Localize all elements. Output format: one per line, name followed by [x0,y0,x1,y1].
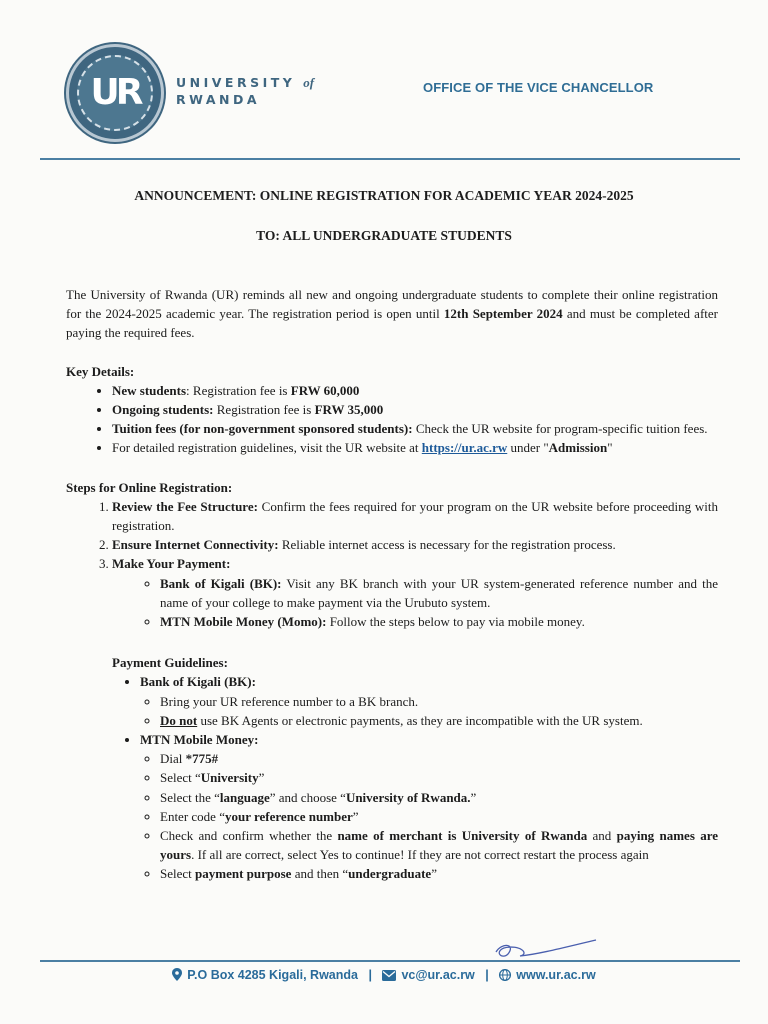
list-item: ◦ Bring your UR reference number to a BK branch. [160,692,718,711]
audience-line: TO: ALL UNDERGRADUATE STUDENTS [256,228,512,243]
university-name [176,74,314,108]
key-details-list [66,381,718,458]
announcement-title: ANNOUNCEMENT: ONLINE REGISTRATION FOR ACADEMIC YEAR 2024-2025 [134,188,634,203]
ongoing-fee: FRW 35,000 [314,402,384,418]
footer-divider [40,960,740,962]
university-logo [66,44,164,142]
brand-line-1: UNIVERSITY [176,75,296,90]
list-item: 3. Make Your Payment: ◦ Bank of Kigali (BK): Visit any BK branch with your UR system-generated reference number and the name of your college to make payment via the Urubuto system. ◦ MTN Mobile Money (Momo): Follow the steps below to pay via mobile money. [112,554,718,631]
list-item: ◦ Select “University” [160,768,718,787]
footer-website[interactable]: www.ur.ac.rw [516,968,596,982]
list-item: ◦ Select the “language” and choose “University of Rwanda.” [160,788,718,807]
footer-contacts [0,968,768,984]
payment-guidelines [66,653,718,883]
header-divider [40,158,740,160]
list-item: • MTN Mobile Money: ◦ Dial *775# ◦ Select “University” ◦ Select the “language” and choose “University of Rwanda.” ◦ Enter code “your reference number” ◦ Check and confirm whether the name of merchant is University of Rwanda and paying names are yours. If all are correct, select Yes to continue! If they are not correct restart the process again ◦ Select payment purpose and then “undergraduate” [140,730,718,884]
logo-seal [77,55,153,131]
footer-address: P.O Box 4285 Kigali, Rwanda [187,968,358,982]
list-item: ◦ Enter code “your reference number” [160,807,718,826]
list-item: 1. Review the Fee Structure: Confirm the fees required for your program on the UR website before proceeding with registration. [112,497,718,535]
bk-steps [140,692,718,730]
guidelines-list [112,672,718,883]
list-item: ◦ Select payment purpose and then “undergraduate” [160,864,718,883]
envelope-icon [382,970,396,984]
steps-list [66,497,718,631]
list-item: • For detailed registration guidelines, visit the UR website at https://ur.ac.rw under "Admission" [112,438,718,457]
list-item: ◦ Do not use BK Agents or electronic payments, as they are incompatible with the UR system. [160,711,718,730]
steps-title: Steps for Online Registration: [66,479,233,495]
brand-of: of [303,75,315,90]
logo-monogram: UR [90,72,140,113]
announcement-body [66,285,718,884]
payment-guidelines-title: Payment Guidelines: [112,655,228,671]
mtn-steps [140,749,718,883]
globe-icon [499,969,511,984]
list-item: ◦ Bank of Kigali (BK): Visit any BK branch with your UR system-generated reference number and the name of your college to make payment via the Urubuto system. [160,574,718,612]
footer-separator: | [368,968,372,982]
registration-deadline: 12th September 2024 [443,306,563,322]
list-item: • New students: Registration fee is FRW 60,000 [112,381,718,400]
list-item: • Ongoing students: Registration fee is FRW 35,000 [112,400,718,419]
payment-methods-list [112,574,718,632]
brand-line-2: RWANDA [176,92,261,107]
list-item: • Bank of Kigali (BK): ◦ Bring your UR reference number to a BK branch. ◦ Do not use BK Agents or electronic payments, as they are incompatible with the UR system. [140,672,718,730]
ussd-code: *775# [185,751,219,767]
list-item: ◦ Dial *775# [160,749,718,768]
list-item: • Tuition fees (for non-government sponsored students): Check the UR website for program-specific tuition fees. [112,419,718,438]
footer-separator: | [485,968,489,982]
key-details-title: Key Details: [66,363,135,379]
new-fee: FRW 60,000 [290,382,360,398]
list-item: ◦ Check and confirm whether the name of merchant is University of Rwanda and paying names are yours. If all are correct, select Yes to continue! If they are not correct restart the process again [160,826,718,864]
list-item: 2. Ensure Internet Connectivity: Reliable internet access is necessary for the registration process. [112,535,718,554]
footer-email[interactable]: vc@ur.ac.rw [401,968,475,982]
list-item: ◦ MTN Mobile Money (Momo): Follow the steps below to pay via mobile money. [160,612,718,631]
ur-website-link[interactable]: https://ur.ac.rw [421,440,508,456]
location-pin-icon [172,968,182,984]
intro-paragraph: The University of Rwanda (UR) reminds all new and ongoing undergraduate students to complete their online registration for the 2024-2025 academic year. The registration period is open until 12th September 2024 and must be completed after paying the required fees. [66,287,718,341]
office-title: OFFICE OF THE VICE CHANCELLOR [423,80,654,95]
